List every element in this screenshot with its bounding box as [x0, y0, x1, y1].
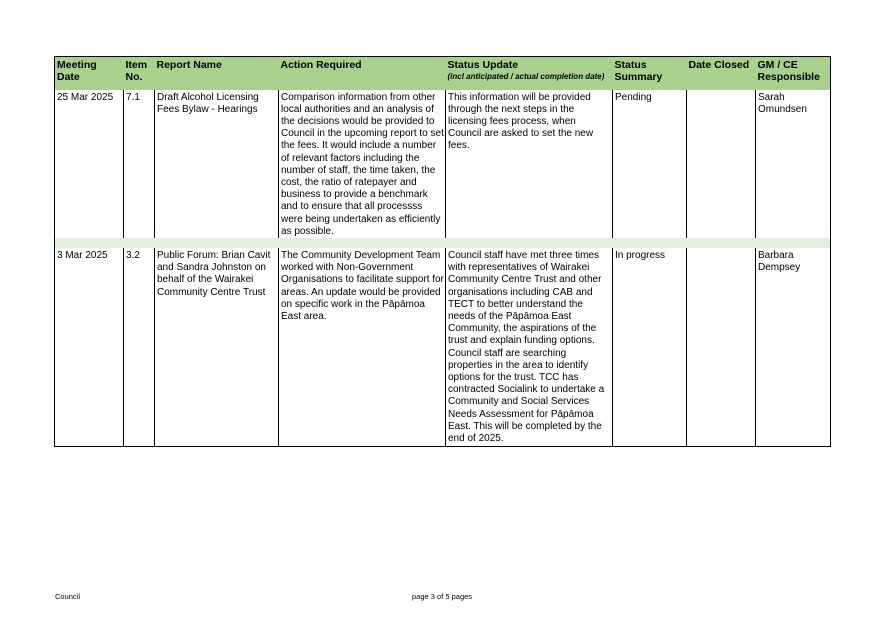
header-status-update-subtitle: (incl anticipated / actual completion date) [447, 72, 605, 81]
cell-responsible: Barbara Dempsey [756, 248, 831, 447]
cell-status-summary: In progress [613, 248, 687, 447]
header-status-update [446, 57, 613, 90]
cell-status-update: This information will be provided through the next steps in the licensing fees process, when Council are asked to set the new fees. [446, 90, 613, 238]
cell-report-name: Draft Alcohol Licensing Fees Bylaw - Hearings [155, 90, 279, 238]
cell-meeting-date: 25 Mar 2025 [57, 91, 114, 103]
cell-date-closed [687, 248, 756, 447]
cell-item-no: 7.1 [124, 90, 155, 238]
table-row [55, 90, 831, 238]
cell-date-closed [687, 90, 756, 238]
table-header-row [55, 57, 831, 90]
row-separator [55, 238, 831, 248]
cell-responsible: Sarah Omundsen [756, 90, 831, 238]
header-responsible: GM / CE Responsible [757, 59, 820, 83]
footer-organisation: Council [55, 592, 81, 601]
header-report-name: Report Name [156, 59, 222, 71]
cell-action-required: Comparison information from other local authorities and an analysis of the decisions would be provided to Council in the upcoming report to set the fees. It would include a number of relevant factors including the number of staff, the time taken, the cost, the ratio of ratepayer and business to provide a benchmark and to ensure that all processss were being undertaken as efficiently as possible. [279, 90, 446, 238]
header-date-closed: Date Closed [688, 59, 750, 71]
header-status-summary: Status Summary [614, 59, 663, 83]
header-item-no: Item No. [125, 59, 148, 83]
cell-status-update: Council staff have met three times with representatives of Wairakei Community Centre Trust and other organisations including CAB and TECT to better understand the needs of the Pāpāmoa East Community, the aspirations of the trust and explain funding options. Council staff are searching properties in the area to identify options for the trust. TCC has contracted Socialink to undertake a Community and Social Services Needs Assessment for Pāpāmoa East. This will be completed by the end of 2025. [446, 248, 613, 447]
cell-meeting-date: 3 Mar 2025 [57, 249, 108, 261]
table-row [55, 248, 831, 447]
cell-status-summary: Pending [613, 90, 687, 238]
cell-action-required: The Community Development Team worked with Non-Government Organisations to facilitate support for areas. An update would be provided on specific work in the Pāpāmoa East area. [279, 248, 446, 447]
footer-page-number: page 3 of 5 pages [412, 592, 473, 601]
header-action-required: Action Required [280, 59, 362, 71]
cell-item-no: 3.2 [124, 248, 155, 447]
header-meeting-date: Meeting Date [57, 59, 97, 83]
cell-report-name: Public Forum: Brian Cavit and Sandra Johnston on behalf of the Wairakei Community Centre Trust [155, 248, 279, 447]
action-items-table [54, 56, 831, 447]
header-status-update-label: Status Update [447, 59, 519, 71]
